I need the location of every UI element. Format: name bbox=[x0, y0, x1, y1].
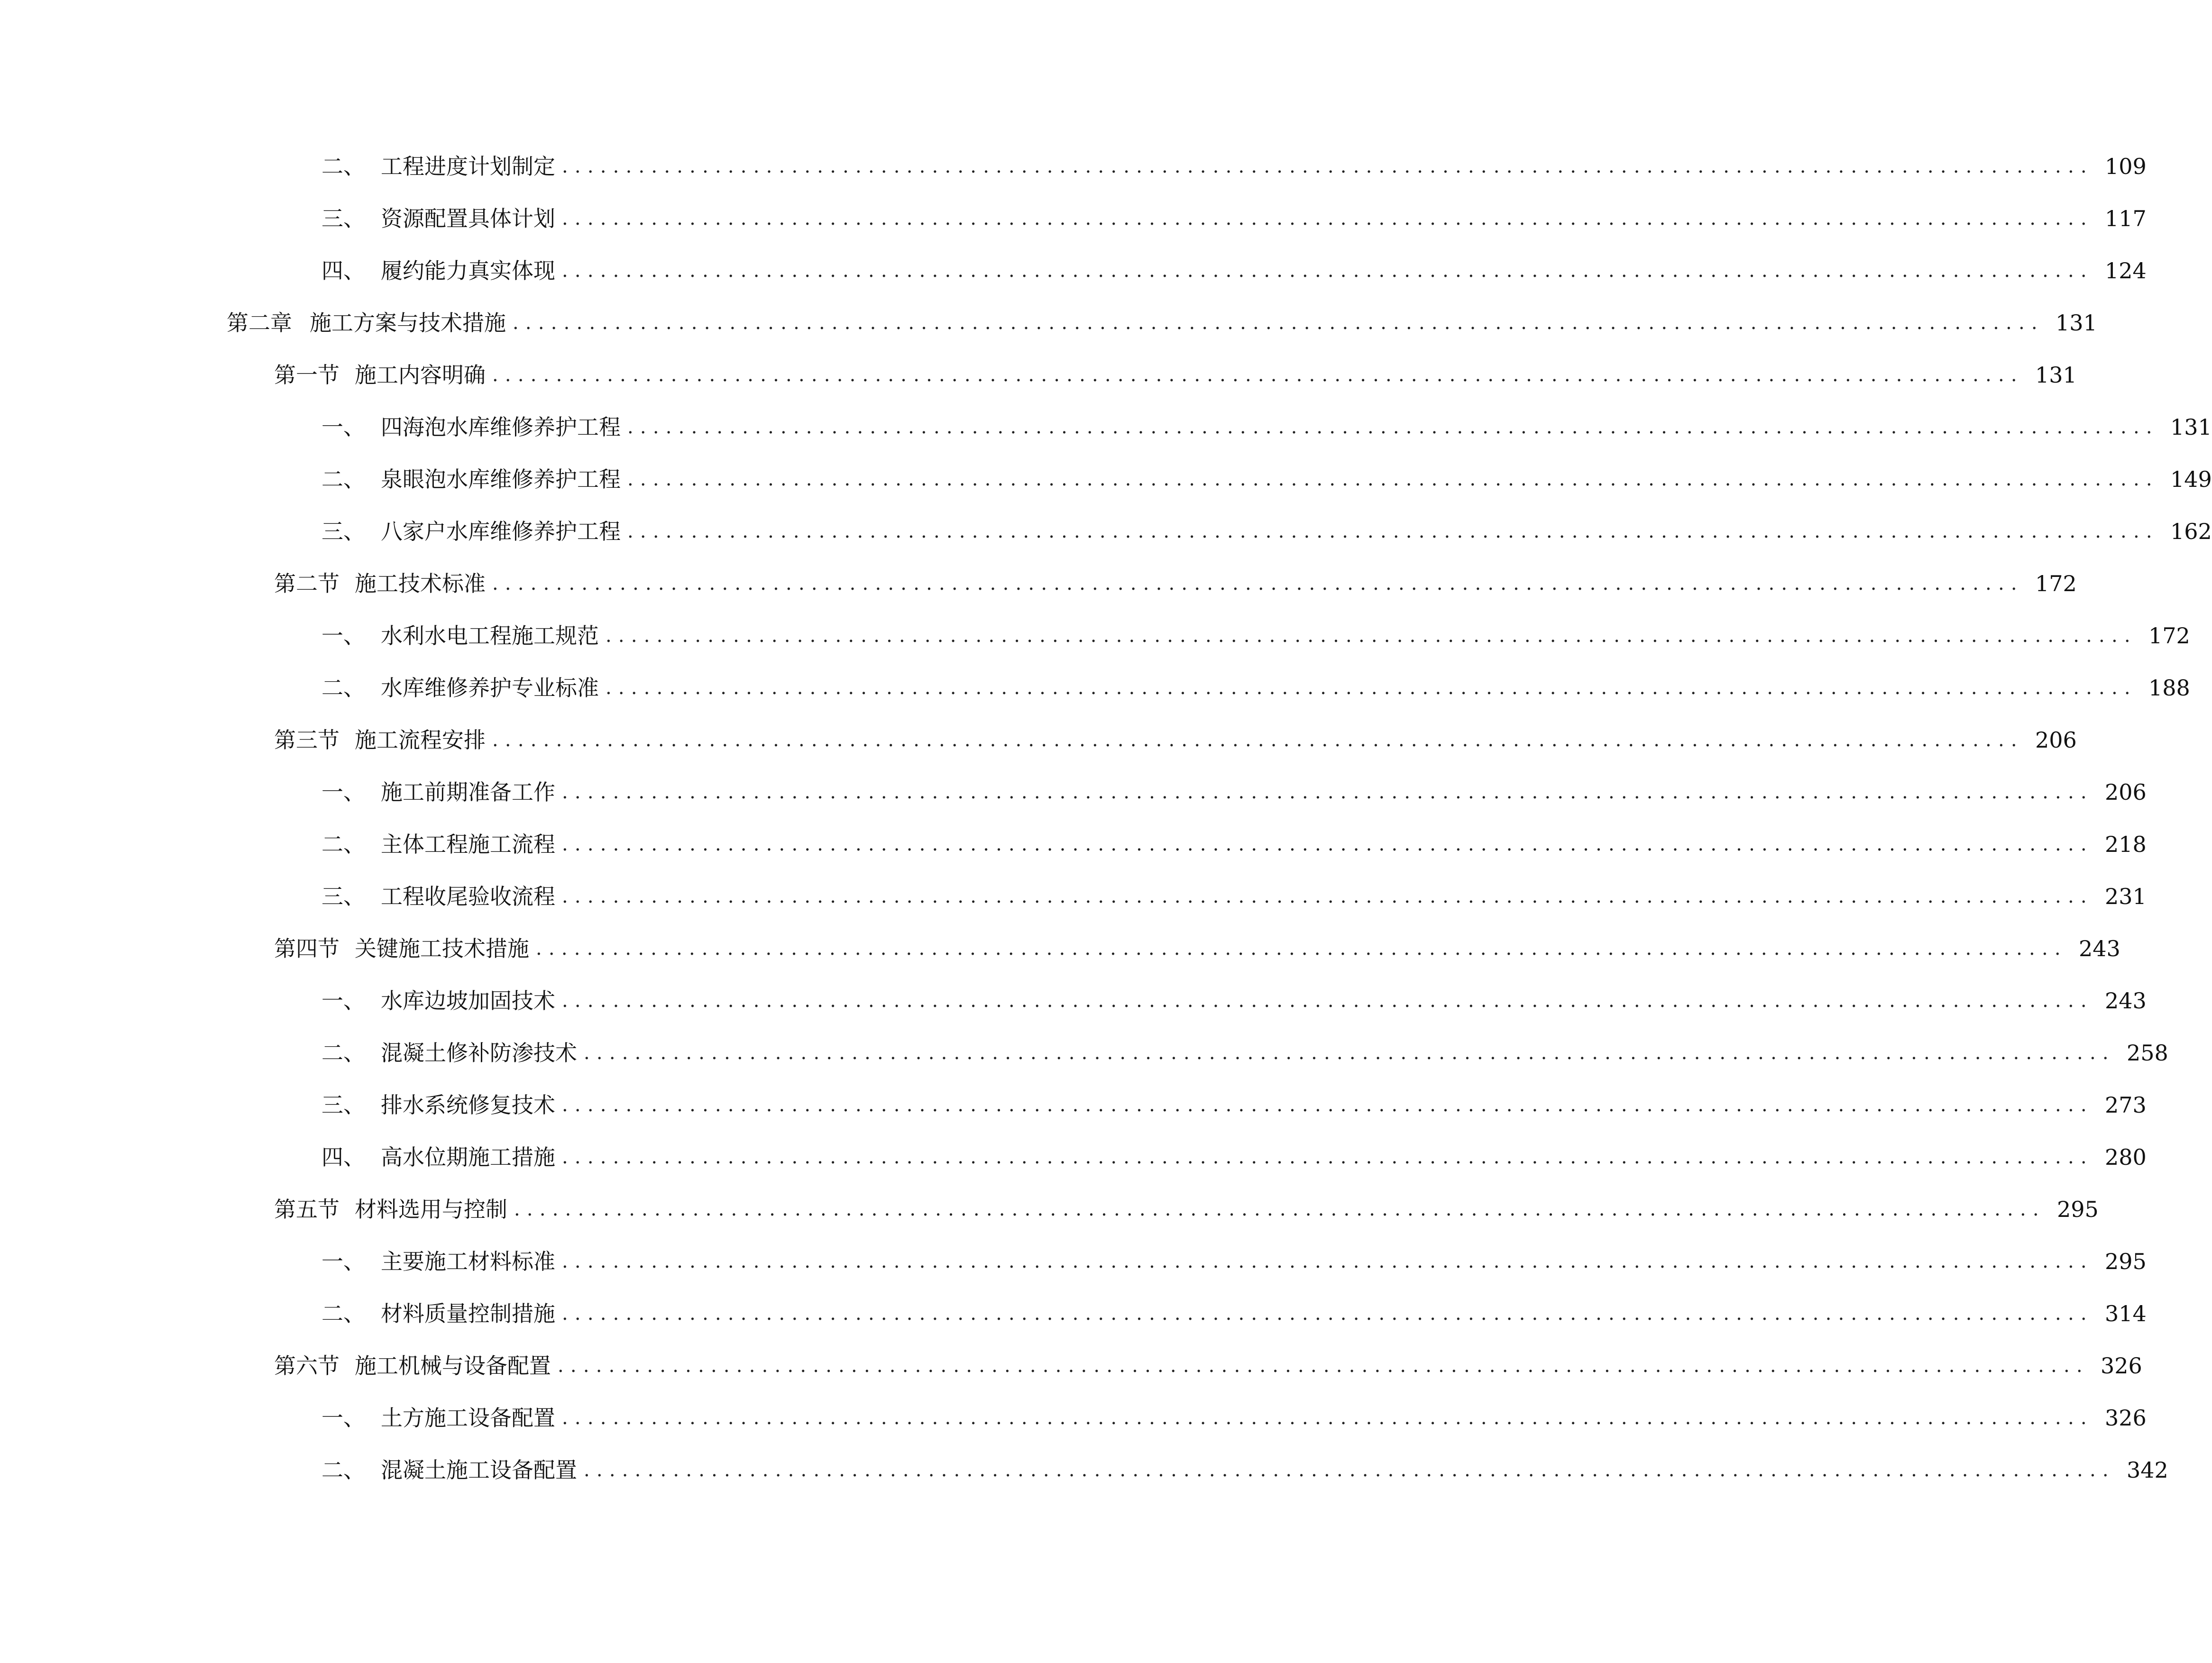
toc-entry-title: 水利水电工程施工规范 bbox=[381, 623, 599, 649]
toc-entry-title: 材料选用与控制 bbox=[355, 1197, 507, 1222]
toc-entry[interactable] bbox=[0, 818, 2147, 870]
toc-entry-title: 主要施工材料标准 bbox=[381, 1249, 555, 1274]
dot-leader: ........................................................................................................................ bbox=[606, 677, 2137, 699]
toc-entry-number: 三、 bbox=[321, 1092, 365, 1118]
toc-entry[interactable] bbox=[0, 1288, 2147, 1340]
dot-leader: ........................................................................................................................ bbox=[562, 1251, 2093, 1272]
toc-entry-number: 二、 bbox=[321, 1457, 365, 1483]
dot-leader: ........................................................................................................................ bbox=[562, 260, 2093, 282]
toc-entry-page-number: 273 bbox=[2104, 1092, 2147, 1118]
toc-entry-number: 一、 bbox=[321, 623, 365, 649]
toc-entry-page-number: 206 bbox=[2035, 727, 2077, 753]
toc-entry[interactable] bbox=[0, 401, 2212, 453]
toc-entry-title: 四海泡水库维修养护工程 bbox=[381, 414, 621, 440]
toc-entry-title: 混凝土施工设备配置 bbox=[381, 1457, 577, 1483]
toc-entry[interactable] bbox=[0, 1444, 2168, 1496]
toc-entry-number: 第三节 bbox=[274, 727, 340, 753]
toc-entry-number: 第二节 bbox=[274, 571, 340, 596]
dot-leader: ........................................................................................................................ bbox=[492, 364, 2024, 386]
dot-leader: ........................................................................................................................ bbox=[492, 729, 2024, 751]
toc-entry-page-number: 295 bbox=[2056, 1197, 2099, 1222]
dot-leader: ........................................................................................................................ bbox=[627, 521, 2159, 542]
dot-leader: ........................................................................................................................ bbox=[584, 1042, 2115, 1064]
toc-entry-title: 土方施工设备配置 bbox=[381, 1405, 555, 1431]
toc-entry-number: 三、 bbox=[321, 206, 365, 231]
toc-entry[interactable] bbox=[0, 1392, 2147, 1444]
dot-leader: ........................................................................................................................ bbox=[562, 781, 2093, 803]
toc-entry-number: 三、 bbox=[321, 519, 365, 544]
toc-entry-number: 一、 bbox=[321, 988, 365, 1014]
toc-entry[interactable] bbox=[0, 610, 2190, 662]
dot-leader: ........................................................................................................................ bbox=[562, 1146, 2093, 1168]
toc-entry-page-number: 162 bbox=[2170, 519, 2212, 544]
toc-entry-title: 高水位期施工措施 bbox=[381, 1144, 555, 1170]
toc-entry-page-number: 243 bbox=[2078, 936, 2120, 961]
toc-entry-page-number: 131 bbox=[2035, 362, 2077, 388]
toc-entry-number: 第一节 bbox=[274, 362, 340, 388]
toc-entry-number: 一、 bbox=[321, 414, 365, 440]
toc-entry-page-number: 258 bbox=[2126, 1040, 2168, 1066]
dot-leader: ........................................................................................................................ bbox=[536, 938, 2067, 959]
dot-leader: ........................................................................................................................ bbox=[562, 990, 2093, 1012]
toc-entry-title: 资源配置具体计划 bbox=[381, 206, 555, 231]
toc-entry-title: 排水系统修复技术 bbox=[381, 1092, 555, 1118]
toc-entry-page-number: 326 bbox=[2100, 1353, 2142, 1379]
dot-leader: ........................................................................................................................ bbox=[627, 416, 2159, 438]
toc-entry-number: 二、 bbox=[321, 832, 365, 857]
toc-entry[interactable] bbox=[0, 297, 2097, 349]
toc-entry-number: 二、 bbox=[321, 1301, 365, 1326]
toc-entry-title: 工程进度计划制定 bbox=[381, 154, 555, 179]
dot-leader: ........................................................................................................................ bbox=[606, 625, 2137, 647]
toc-entry-page-number: 231 bbox=[2104, 884, 2147, 909]
dot-leader: ........................................................................................................................ bbox=[584, 1459, 2115, 1481]
dot-leader: ........................................................................................................................ bbox=[562, 1303, 2093, 1325]
toc-entry-number: 三、 bbox=[321, 884, 365, 909]
toc-entry-title: 履约能力真实体现 bbox=[381, 258, 555, 283]
dot-leader: ........................................................................................................................ bbox=[562, 886, 2093, 907]
toc-entry-page-number: 314 bbox=[2104, 1301, 2147, 1326]
toc-entry-title: 水库维修养护专业标准 bbox=[381, 675, 599, 701]
toc-entry-number: 一、 bbox=[321, 1249, 365, 1274]
toc-entry-page-number: 218 bbox=[2104, 832, 2147, 857]
toc-entry[interactable] bbox=[0, 1079, 2147, 1131]
toc-entry[interactable] bbox=[0, 192, 2147, 245]
toc-entry-title: 泉眼泡水库维修养护工程 bbox=[381, 466, 621, 492]
toc-entry[interactable] bbox=[0, 1183, 2099, 1235]
toc-entry-title: 水库边坡加固技术 bbox=[381, 988, 555, 1014]
toc-entry-number: 二、 bbox=[321, 466, 365, 492]
dot-leader: ........................................................................................................................ bbox=[513, 312, 2044, 334]
toc-entry-page-number: 131 bbox=[2055, 310, 2097, 336]
toc-entry[interactable] bbox=[0, 557, 2077, 610]
toc-entry-title: 工程收尾验收流程 bbox=[381, 884, 555, 909]
toc-entry-page-number: 188 bbox=[2148, 675, 2190, 701]
toc-entry-title: 八家户水库维修养护工程 bbox=[381, 519, 621, 544]
toc-entry-title: 施工机械与设备配置 bbox=[355, 1353, 551, 1379]
toc-entry[interactable] bbox=[0, 245, 2147, 297]
dot-leader: ........................................................................................................................ bbox=[562, 833, 2093, 855]
toc-entry-title: 施工内容明确 bbox=[355, 362, 486, 388]
toc-entry-title: 主体工程施工流程 bbox=[381, 832, 555, 857]
toc-entry[interactable] bbox=[0, 349, 2077, 401]
toc-entry-number: 二、 bbox=[321, 675, 365, 701]
dot-leader: ........................................................................................................................ bbox=[514, 1198, 2046, 1220]
toc-entry-title: 材料质量控制措施 bbox=[381, 1301, 555, 1326]
toc-entry-number: 二、 bbox=[321, 154, 365, 179]
toc-entry[interactable] bbox=[0, 1027, 2168, 1079]
table-of-contents bbox=[0, 140, 2212, 1496]
toc-entry[interactable] bbox=[0, 140, 2147, 192]
dot-leader: ........................................................................................................................ bbox=[562, 155, 2093, 177]
toc-entry-number: 四、 bbox=[321, 258, 365, 283]
toc-entry-page-number: 295 bbox=[2104, 1249, 2147, 1274]
toc-entry[interactable] bbox=[0, 1131, 2147, 1183]
toc-entry-title: 施工前期准备工作 bbox=[381, 779, 555, 805]
toc-entry-number: 四、 bbox=[321, 1144, 365, 1170]
dot-leader: ........................................................................................................................ bbox=[558, 1355, 2089, 1377]
dot-leader: ........................................................................................................................ bbox=[562, 208, 2093, 229]
toc-entry[interactable] bbox=[0, 870, 2147, 923]
toc-entry-page-number: 243 bbox=[2104, 988, 2147, 1014]
toc-entry-title: 施工流程安排 bbox=[355, 727, 486, 753]
toc-entry-page-number: 206 bbox=[2104, 779, 2147, 805]
toc-entry-number: 第六节 bbox=[274, 1353, 340, 1379]
toc-entry[interactable] bbox=[0, 453, 2212, 505]
toc-entry-page-number: 109 bbox=[2104, 154, 2147, 179]
dot-leader: ........................................................................................................................ bbox=[562, 1407, 2093, 1429]
dot-leader: ........................................................................................................................ bbox=[492, 573, 2024, 594]
toc-entry-page-number: 342 bbox=[2126, 1457, 2168, 1483]
toc-entry-number: 一、 bbox=[321, 779, 365, 805]
toc-entry-number: 第二章 bbox=[227, 310, 292, 336]
toc-entry[interactable] bbox=[0, 1340, 2142, 1392]
toc-entry-page-number: 149 bbox=[2170, 466, 2212, 492]
toc-entry[interactable] bbox=[0, 766, 2147, 818]
toc-entry-title: 施工技术标准 bbox=[355, 571, 486, 596]
toc-entry[interactable] bbox=[0, 975, 2147, 1027]
toc-entry[interactable] bbox=[0, 662, 2190, 714]
toc-entry[interactable] bbox=[0, 923, 2120, 975]
toc-entry-number: 第五节 bbox=[274, 1197, 340, 1222]
toc-entry-page-number: 124 bbox=[2104, 258, 2147, 283]
toc-entry-page-number: 117 bbox=[2104, 206, 2147, 231]
dot-leader: ........................................................................................................................ bbox=[562, 1094, 2093, 1116]
toc-entry-page-number: 131 bbox=[2170, 414, 2212, 440]
toc-entry[interactable] bbox=[0, 505, 2212, 557]
toc-entry[interactable] bbox=[0, 714, 2077, 766]
toc-entry-number: 一、 bbox=[321, 1405, 365, 1431]
toc-entry[interactable] bbox=[0, 1235, 2147, 1288]
dot-leader: ........................................................................................................................ bbox=[627, 468, 2159, 490]
toc-entry-page-number: 326 bbox=[2104, 1405, 2147, 1431]
toc-entry-number: 二、 bbox=[321, 1040, 365, 1066]
toc-entry-number: 第四节 bbox=[274, 936, 340, 961]
toc-entry-page-number: 172 bbox=[2148, 623, 2190, 649]
toc-entry-title: 施工方案与技术措施 bbox=[310, 310, 506, 336]
toc-entry-page-number: 280 bbox=[2104, 1144, 2147, 1170]
toc-entry-title: 混凝土修补防渗技术 bbox=[381, 1040, 577, 1066]
toc-entry-page-number: 172 bbox=[2035, 571, 2077, 596]
toc-entry-title: 关键施工技术措施 bbox=[355, 936, 529, 961]
